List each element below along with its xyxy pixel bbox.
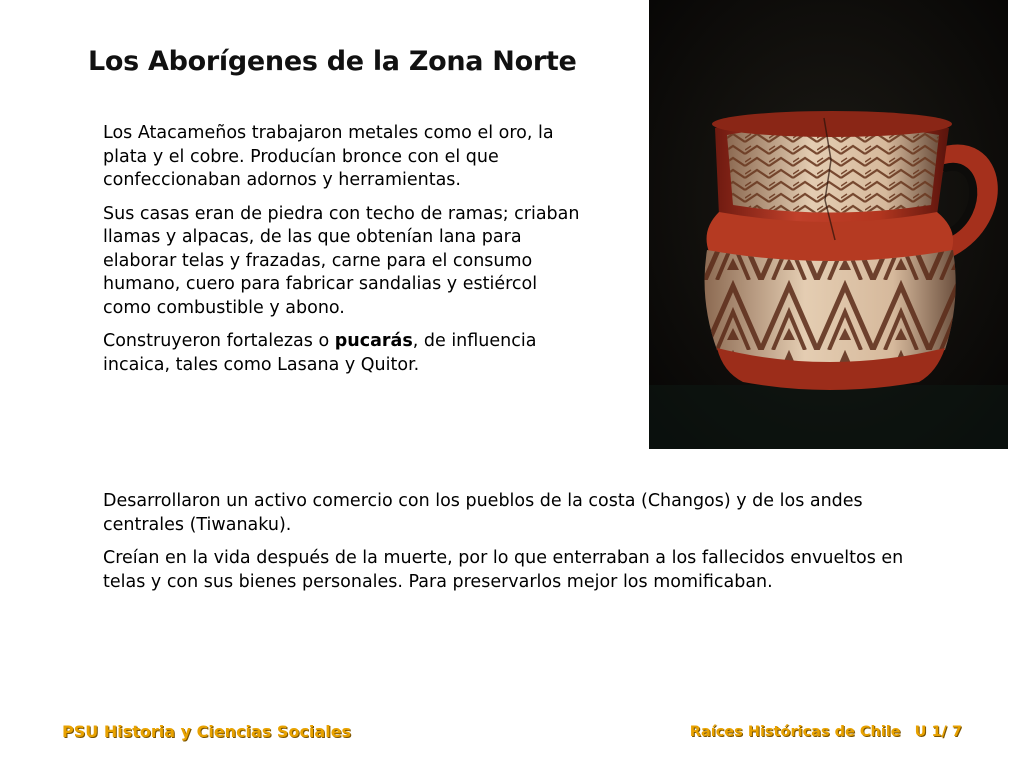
paragraph-houses: Sus casas eran de piedra con techo de ramas; criaban llamas y alpacas, de las que obtenían lana para elaborar telas y frazadas, carne para el consumo humano, cuero para fabricar sandalias y estiércol como combustible y abono. xyxy=(103,203,580,318)
pucaras-text-before: Construyeron fortalezas o xyxy=(103,331,335,351)
footer-section-title: Raíces Históricas de Chile xyxy=(689,724,901,740)
paragraph-pucaras xyxy=(103,330,583,377)
paragraph-metals: Los Atacameños trabajaron metales como el oro, la plata y el cobre. Producían bronce con el que confeccionaban adornos y herramientas. xyxy=(103,123,554,190)
footer-course-title: PSU Historia y Ciencias Sociales xyxy=(62,722,352,741)
atacameno-pottery-photo xyxy=(649,0,1008,449)
paragraph-burial: Creían en la vida después de la muerte, por lo que enterraban a los fallecidos envueltos en telas y con sus bienes personales. Para preservarlos mejor los momificaban. xyxy=(103,548,904,592)
pucaras-bold-term: pucarás xyxy=(334,331,413,351)
paragraph-trade: Desarrollaron un activo comercio con los pueblos de la costa (Changos) y de los andes centrales (Tiwanaku). xyxy=(103,491,863,535)
bottom-text-column xyxy=(103,490,923,594)
top-text-column xyxy=(103,122,583,377)
footer-unit-number: U 1/ 7 xyxy=(914,724,962,740)
page-title: Los Aborígenes de la Zona Norte xyxy=(88,46,577,77)
pottery-illustration xyxy=(649,0,1008,449)
footer-unit-info xyxy=(690,724,962,740)
pucaras-text-after: , de influencia incaica, tales como Lasana y Quitor. xyxy=(103,331,537,375)
